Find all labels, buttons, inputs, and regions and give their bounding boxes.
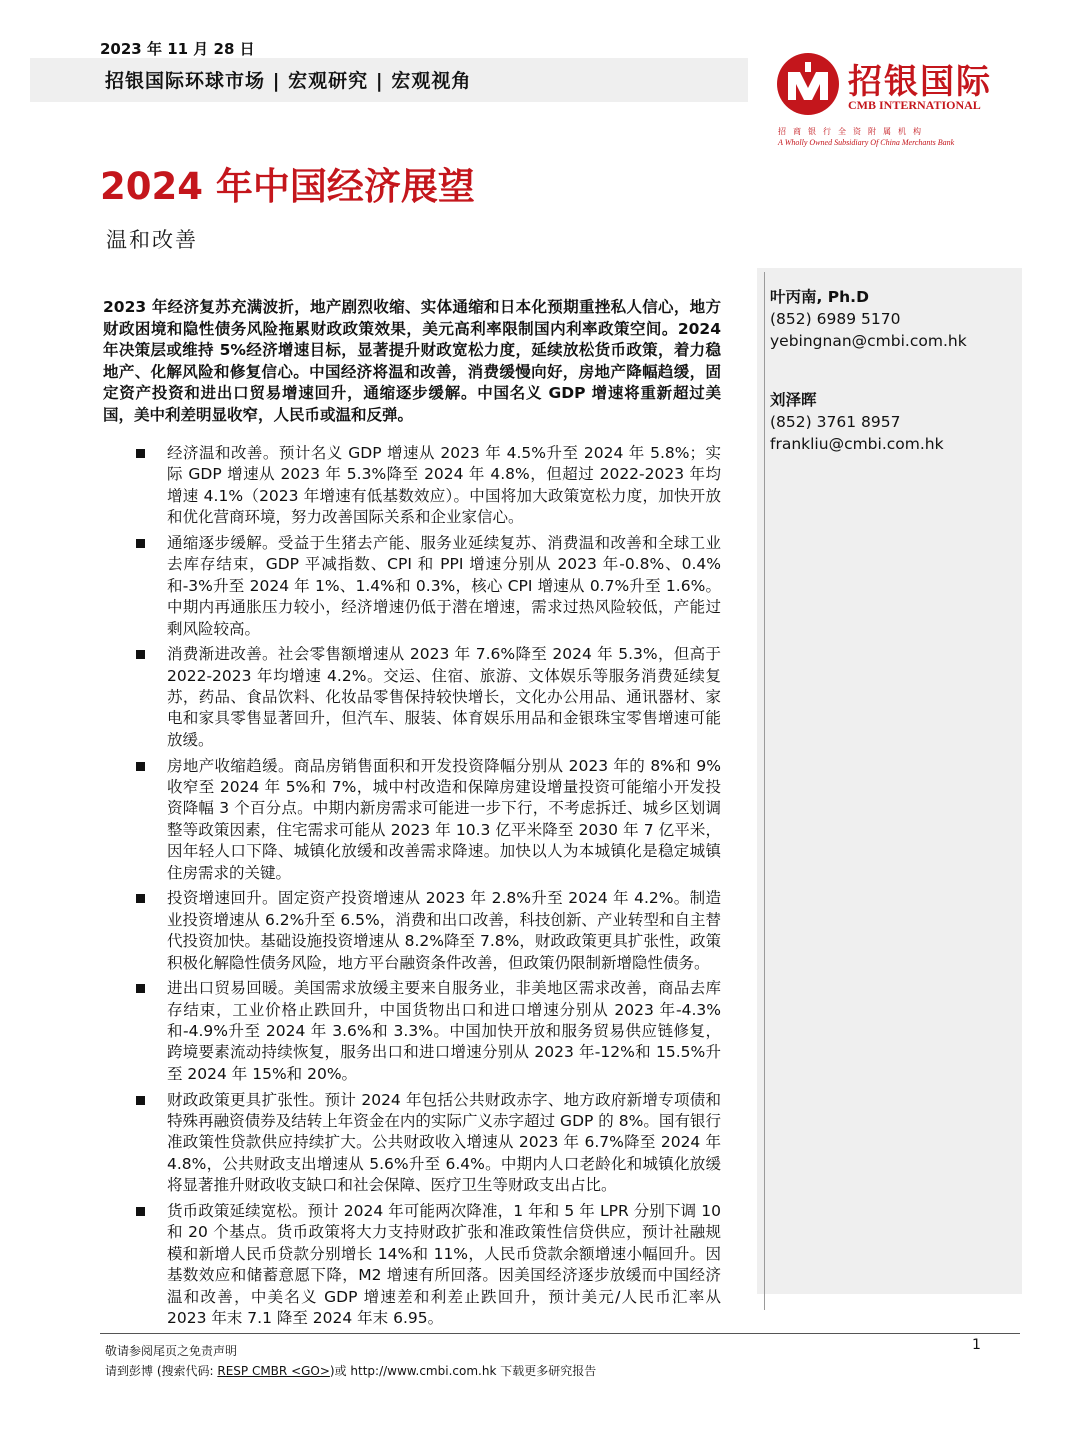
- breadcrumb: 招银国际环球市场 | 宏观研究 | 宏观视角: [105, 70, 472, 92]
- page-title: 2024 年中国经济展望: [100, 165, 475, 208]
- logo-tagline-cn: 招商银行全资附属机构: [778, 127, 928, 136]
- page-number: 1: [972, 1337, 981, 1353]
- author-card: [770, 389, 944, 455]
- square-bullet-icon: [136, 894, 145, 903]
- square-bullet-icon: [136, 650, 145, 659]
- key-points-list: [103, 443, 721, 1334]
- logo-name-en: CMB INTERNATIONAL: [848, 98, 981, 112]
- list-item: [103, 1201, 721, 1329]
- square-bullet-icon: [136, 539, 145, 548]
- square-bullet-icon: [136, 984, 145, 993]
- author-card: [770, 286, 967, 352]
- author-phone: (852) 6989 5170: [770, 310, 901, 328]
- summary-paragraph: 2023 年经济复苏充满波折，地产剧烈收缩、实体通缩和日本化预期重挫私人信心，地方财政困境和隐性债务风险拖累财政政策效果，美元高利率限制国内利率政策空间。2024 年决策层或维持 5%经济增速目标，显著提升财政宽松力度，延续放松货币政策，着力稳地产、化解风险和修复信心。中国经济将温和改善，消费缓慢向好，房地产降幅趋缓，固定资产投资和进出口贸易增速回升，通缩逐步缓解。中国名义 GDP 增速将重新超过美国，美中利差明显收窄，人民币或温和反弹。: [103, 298, 721, 424]
- list-item-text: 投资增速回升。固定资产投资增速从 2023 年 2.8%升至 2024 年 4.2%。制造业投资增速从 6.2%升至 6.5%，消费和出口改善，科技创新、产业转型和自主替代投资加快。基础设施投资增速从 8.2%降至 7.8%，财政政策更具扩张性，政策积极化解隐性债务风险，地方平台融资条件改善，但政策仍限制新增隐性债务。: [167, 889, 721, 972]
- list-item-text: 财政政策更具扩张性。预计 2024 年包括公共财政赤字、地方政府新增专项债和特殊再融资债券及结转上年资金在内的实际广义赤字超过 GDP 的 8%。国有银行准政策性贷款供应持续扩大。公共财政收入增速从 2023 年 6.7%降至 2024 年 4.8%，公共财政支出增速从 5.6%升至 6.4%。中期内人口老龄化和城镇化放缓将显著推升财政收支缺口和社会保障、医疗卫生等财政支出占比。: [167, 1090, 721, 1195]
- list-item: [103, 978, 721, 1085]
- author-name: 刘泽晖: [770, 391, 817, 409]
- report-date: 2023 年 11 月 28 日: [100, 40, 255, 58]
- square-bullet-icon: [136, 1207, 145, 1216]
- logo-name-cn: 招银国际: [848, 62, 992, 102]
- list-item-text: 消费渐进改善。社会零售额增速从 2023 年 7.6%降至 2024 年 5.3%，但高于 2022-2023 年均增速 4.2%。交运、住宿、旅游、文体娱乐等服务消费延续复苏，药品、食品饮料、化妆品零售保持较快增长，文化办公用品、通讯器材、家电和家具零售显著回升，但汽车、服装、体育娱乐用品和金银珠宝零售增速可能放缓。: [167, 645, 721, 749]
- cmbi-logo: [776, 52, 1026, 152]
- list-item-text: 货币政策延续宽松。预计 2024 年可能两次降准，1 年和 5 年 LPR 分别下调 10 和 20 个基点。货币政策将大力支持财政扩张和准政策性信贷供应，预计社融规模和新增人民币贷款分别增长 14%和 11%，人民币贷款余额增速小幅回升。因基数效应和储蓄意愿下降，M2 增速有所回落。因美国经济逐步放缓而中国经济温和改善，中美名义 GDP 增速差和利差止跌回升，预计美元/人民币汇率从 2023 年末 7.1 降至 2024 年末 6.95。: [167, 1201, 721, 1327]
- list-item: [103, 533, 721, 640]
- square-bullet-icon: [136, 1096, 145, 1105]
- footer-prefix: 请到彭博 (搜索代码:: [105, 1364, 218, 1378]
- list-item-text: 房地产收缩趋缓。商品房销售面积和开发投资降幅分别从 2023 年的 8%和 9%收窄至 2024 年 5%和 7%，城中村改造和保障房建设增量投资可能缩小开发投资降幅 3 个百分点。中期内新房需求可能进一步下行，不考虑拆迁、城乡区划调整等政策因素，住宅需求可能从 2023 年 10.3 亿平米降至 2030 年 7 亿平米，因年轻人口下降、城镇化放缓和改善需求降速。加快以人为本城镇化是稳定城镇住房需求的关键。: [167, 756, 721, 882]
- page-subtitle: 温和改善: [106, 228, 198, 252]
- footer-divider: [100, 1333, 1020, 1334]
- list-item: [103, 888, 721, 974]
- square-bullet-icon: [136, 762, 145, 771]
- sidebar-divider: [764, 272, 765, 1310]
- list-item: [103, 443, 721, 529]
- list-item-text: 进出口贸易回暖。美国需求放缓主要来自服务业，非美地区需求改善，商品去库存结束，工业价格止跌回升，中国货物出口和进口增速分别从 2023 年-4.3%和-4.9%升至 2024 年 3.6%和 3.3%。中国加快开放和服务贸易供应链修复，跨境要素流动持续恢复，服务出口和进口增速分别从 2023 年-12%和 15.5%升至 2024 年 15%和 20%。: [167, 979, 721, 1083]
- list-item: [103, 756, 721, 884]
- list-item: [103, 644, 721, 751]
- footer-research-link: [105, 1362, 596, 1379]
- author-email[interactable]: frankliu@cmbi.com.hk: [770, 435, 944, 453]
- list-item: [103, 1090, 721, 1197]
- author-email[interactable]: yebingnan@cmbi.com.hk: [770, 332, 967, 350]
- list-item-text: 经济温和改善。预计名义 GDP 增速从 2023 年 4.5%升至 2024 年 5.8%；实际 GDP 增速从 2023 年 5.3%降至 2024 年 4.8%，但超过 2022-2023 年均增速 4.1%（2023 年增速有低基数效应）。中国将加大政策宽松力度，加快开放和优化营商环境，努力改善国际关系和企业家信心。: [167, 444, 721, 527]
- footer-website[interactable]: )或 http://www.cmbi.com.hk 下载更多研究报告: [329, 1364, 597, 1378]
- author-phone: (852) 3761 8957: [770, 413, 901, 431]
- author-name: 叶丙南, Ph.D: [770, 288, 869, 306]
- list-item-text: 通缩逐步缓解。受益于生猪去产能、服务业延续复苏、消费温和改善和全球工业去库存结束，GDP 平减指数、CPI 和 PPI 增速分别从 2023 年-0.8%、0.4%和-3%升至 2024 年 1%、1.4%和 0.3%，核心 CPI 增速从 0.7%升至 1.6%。中期内再通胀压力较小，经济增速仍低于潜在增速，需求过热风险较低，产能过剩风险较高。: [167, 533, 721, 638]
- square-bullet-icon: [136, 449, 145, 458]
- cmbi-logo-icon: [776, 52, 840, 116]
- bloomberg-code-link[interactable]: RESP CMBR <GO>: [217, 1364, 330, 1378]
- footer-disclaimer: 敬请参阅尾页之免责声明: [105, 1344, 238, 1358]
- logo-tagline-en: A Wholly Owned Subsidiary Of China Merchants Bank: [778, 138, 955, 147]
